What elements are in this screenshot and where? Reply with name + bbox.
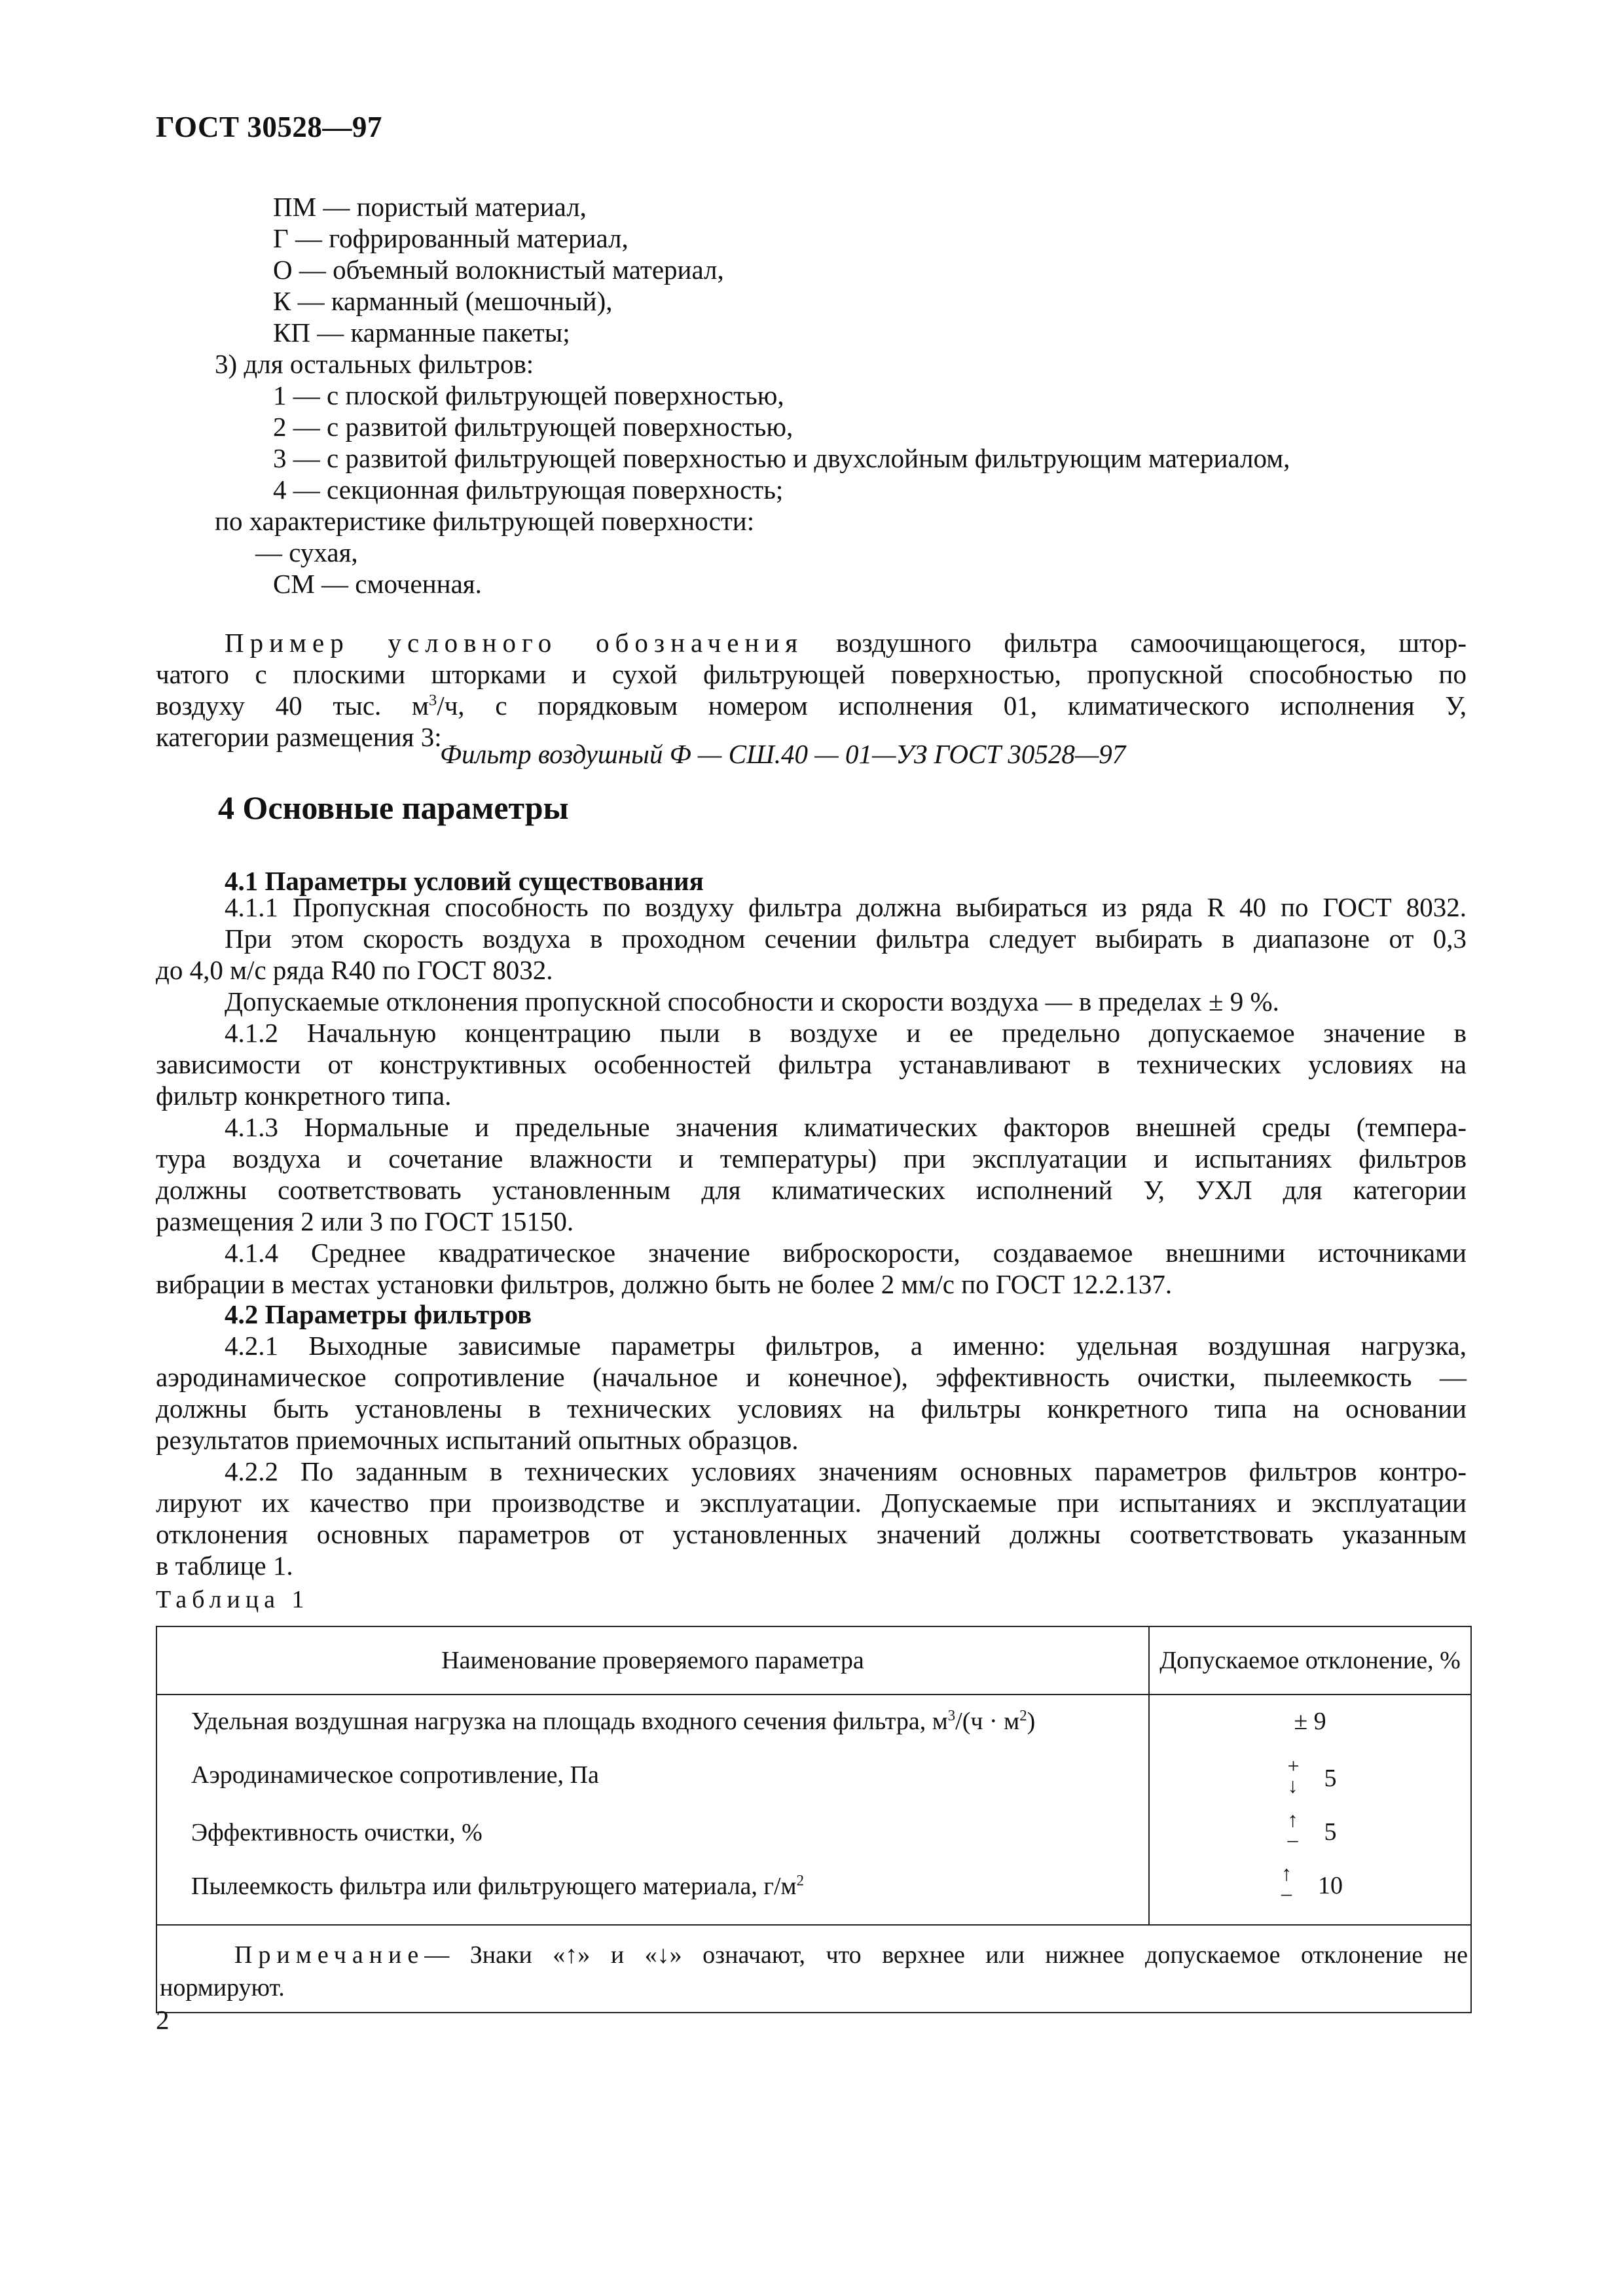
example-line-2: чатого с плоскими шторками и сухой фильтрующей поверхностью, пропускной способностью по bbox=[156, 659, 1467, 689]
list-item: 4 — секционная фильтрующая поверхность; bbox=[273, 475, 784, 505]
table-caption: Таблица 1 bbox=[156, 1586, 310, 1613]
paragraph-line: 4.1.2 Начальную концентрацию пыли в воздухе и ее предельно допускаемое значение в bbox=[225, 1018, 1467, 1048]
list-item: КП — карманные пакеты; bbox=[273, 317, 570, 348]
example-line-3: воздуху 40 тыс. $м^3/ч$, с порядковым номером исполнения 01, климатического исполнения У, bbox=[156, 691, 1467, 721]
table-row: Эффективность очистки, % bbox=[191, 1819, 483, 1846]
paragraph-line: 4.1.1 Пропускная способность по воздуху фильтра должна выбираться из ряда R 40 по ГОСТ 8032. bbox=[225, 892, 1467, 922]
deviation-value: + ↓ 5 bbox=[1287, 1754, 1337, 1797]
list-item: 3 — с развитой фильтрующей поверхностью и двухслойным фильтрующим материалом, bbox=[273, 443, 1290, 473]
note-label: Примечание bbox=[234, 1941, 425, 1969]
paragraph-line: Допускаемые отклонения пропускной способности и скорости воздуха — в пределах ± 9 %. bbox=[225, 986, 1279, 1016]
page-number: 2 bbox=[156, 2005, 170, 2035]
example-line-4: категории размещения 3: bbox=[156, 722, 442, 752]
param-column bbox=[156, 1695, 1149, 1925]
paragraph-line: размещения 2 или 3 по ГОСТ 15150. bbox=[156, 1206, 574, 1236]
deviation-column bbox=[1149, 1695, 1471, 1925]
table-row: Пылеемкость фильтра или фильтрующего материала, $г/м^2$ bbox=[191, 1872, 805, 1900]
paragraph-line: должны быть установлены в технических условиях на фильтры конкретного типа на основании bbox=[156, 1393, 1467, 1424]
paragraph-line: 4.2.2 По заданным в технических условиях значениям основных параметров фильтров контро- bbox=[225, 1456, 1467, 1486]
list-item: 1 — с плоской фильтрующей поверхностью, bbox=[273, 380, 784, 410]
subsection-heading: 4.2 Параметры фильтров bbox=[225, 1299, 532, 1329]
table-note-row bbox=[156, 1925, 1471, 2013]
header-deviation: Допускаемое отклонение, % bbox=[1149, 1626, 1471, 1695]
paragraph-line: аэродинамическое сопротивление (начальное и конечное), эффективность очистки, пылеемкость — bbox=[156, 1362, 1467, 1392]
table-note: Примечание— Знаки «↑» и «↓» означают, что верхнее или нижнее допускаемое отклонение не нормируют. bbox=[156, 1925, 1471, 2013]
list-item: СМ — смоченная. bbox=[273, 569, 482, 599]
designation-example: Фильтр воздушный Ф — СШ.40 — 01—УЗ ГОСТ 30528—97 bbox=[440, 739, 1126, 769]
section-title: 4 Основные параметры bbox=[218, 789, 569, 826]
paragraph-line: в таблице 1. bbox=[156, 1551, 293, 1581]
deviation-value: ↑ – 10 bbox=[1281, 1861, 1343, 1905]
paragraph-line: должны соответствовать установленным для климатических исполнений У, УХЛ для категории bbox=[156, 1175, 1467, 1205]
paragraph-line: лируют их качество при производстве и эксплуатации. Допускаемые при испытаниях и эксплуатации bbox=[156, 1488, 1467, 1518]
paragraph-line: отклонения основных параметров от установленных значений должны соответствовать указанным bbox=[156, 1519, 1467, 1549]
paragraph-line: тура воздуха и сочетание влажности и температуры) при эксплуатации и испытаниях фильтров bbox=[156, 1143, 1467, 1174]
subsection-heading: 4.1 Параметры условий существования bbox=[225, 866, 704, 896]
list-item: — сухая, bbox=[255, 537, 358, 567]
list-item: 2 — с развитой фильтрующей поверхностью, bbox=[273, 412, 793, 442]
list-item: К — карманный (мешочный), bbox=[273, 286, 613, 316]
header-param: Наименование проверяемого параметра bbox=[156, 1626, 1149, 1695]
paragraph-line: зависимости от конструктивных особенностей фильтра устанавливают в технических условиях на bbox=[156, 1049, 1467, 1079]
parameters-table bbox=[156, 1626, 1472, 2013]
list-heading: по характеристике фильтрующей поверхности: bbox=[215, 506, 755, 536]
paragraph-line: фильтр конкретного типа. bbox=[156, 1081, 452, 1111]
paragraph-line: вибрации в местах установки фильтров, должно быть не более 2 мм/с по ГОСТ 12.2.137. bbox=[156, 1269, 1173, 1299]
example-line-1: Пример условного обозначения воздушного фильтра самоочищающегося, штор- bbox=[225, 628, 1467, 658]
table-row: Аэродинамическое сопротивление, Па bbox=[191, 1761, 599, 1789]
deviation-value: ↑ – 5 bbox=[1287, 1808, 1337, 1851]
list-item: ПМ — пористый материал, bbox=[273, 192, 587, 222]
table-row: Удельная воздушная нагрузка на площадь входного сечения фильтра, $м^3/(ч \cdot м^2)$ bbox=[191, 1707, 1036, 1735]
list-item: О — объемный волокнистый материал, bbox=[273, 255, 724, 285]
table-body-row bbox=[156, 1695, 1471, 1925]
paragraph-line: 4.2.1 Выходные зависимые параметры фильтров, а именно: удельная воздушная нагрузка, bbox=[225, 1331, 1467, 1361]
deviation-value: ± 9 bbox=[1294, 1708, 1326, 1735]
list-heading: 3) для остальных фильтров: bbox=[215, 349, 534, 379]
table-header-row bbox=[156, 1626, 1471, 1695]
paragraph-line: При этом скорость воздуха в проходном сечении фильтра следует выбирать в диапазоне от 0,3 bbox=[225, 924, 1467, 954]
paragraph-line: результатов приемочных испытаний опытных образцов. bbox=[156, 1425, 799, 1455]
paragraph-line: 4.1.4 Среднее квадратическое значение виброскорости, создаваемое внешними источниками bbox=[225, 1238, 1467, 1268]
paragraph-line: 4.1.3 Нормальные и предельные значения климатических факторов внешней среды (темпера- bbox=[225, 1112, 1467, 1142]
standard-header: ГОСТ 30528—97 bbox=[156, 111, 382, 143]
list-item: Г — гофрированный материал, bbox=[273, 223, 629, 253]
paragraph-line: до 4,0 м/с ряда R40 по ГОСТ 8032. bbox=[156, 955, 553, 985]
example-lead: Пример условного обозначения bbox=[225, 628, 804, 658]
